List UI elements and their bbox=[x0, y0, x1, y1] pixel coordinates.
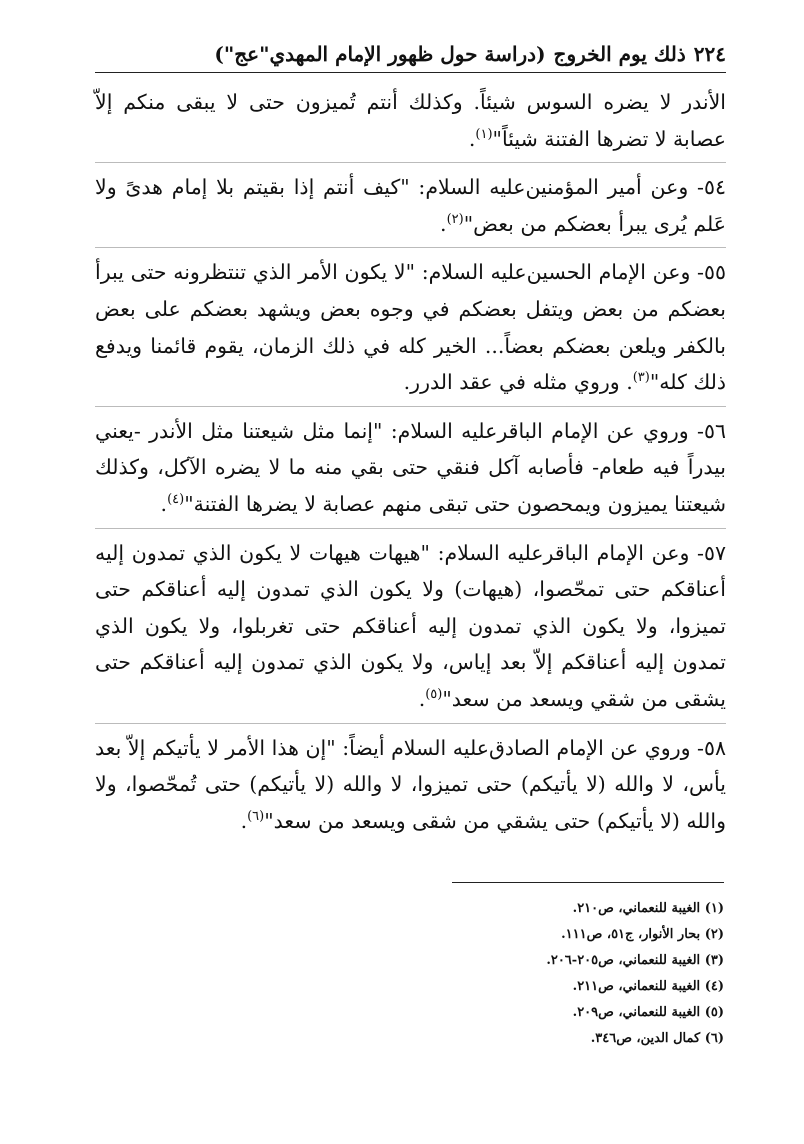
footnote: (٣) الغيبة للنعماني، ص٢٠٥-٢٠٦. bbox=[546, 953, 724, 968]
footnote-ref: (٤) bbox=[167, 492, 185, 508]
footnote: (٢) بحار الأنوار، ج٥١، ص١١١. bbox=[561, 927, 724, 942]
paragraph-divider bbox=[95, 723, 726, 724]
footnote: (٤) الغيبة للنعماني، ص٢١١. bbox=[572, 979, 724, 994]
footnote-ref: (٥) bbox=[425, 687, 443, 703]
page-number: ٢٢٤ bbox=[693, 42, 726, 66]
footnote-ref: (٣) bbox=[632, 370, 650, 386]
paragraph-divider bbox=[95, 247, 726, 248]
footnote-ref: (١) bbox=[475, 126, 493, 142]
paragraph: ٥٥- وعن الإمام الحسين‌عليه السلام: "لا يكون الأمر الذي تنتظرونه حتى يبرأ بعضكم من بعض ويتفل بعضكم في وجوه بعض ويشهد بعضكم على بعض بالكفر ويلعن بعضكم بعضاً... الخير كله في ذلك الزمان، يقوم قائمنا ويدفع ذلك كله"$^{(٣)}$. وروي مثله في عقد الدرر. bbox=[95, 260, 726, 395]
paragraph-divider bbox=[95, 162, 726, 163]
paragraph-divider bbox=[95, 528, 726, 529]
footnotes bbox=[424, 896, 724, 1052]
footnote-divider bbox=[452, 882, 724, 883]
footnote: (١) الغيبة للنعماني، ص٢١٠. bbox=[572, 901, 724, 916]
header-divider bbox=[95, 72, 726, 73]
book-title: (دراسة حول ظهور الإمام المهدي"عج") bbox=[214, 42, 546, 66]
footnote: (٥) الغيبة للنعماني، ص٢٠٩. bbox=[572, 1005, 724, 1020]
footnote: (٦) كمال الدين، ص٣٤٦. bbox=[590, 1031, 724, 1046]
body-text bbox=[95, 84, 726, 839]
footnote-ref: (٦) bbox=[247, 808, 265, 824]
footnote-ref: (٢) bbox=[446, 211, 464, 227]
running-head bbox=[95, 26, 726, 66]
chapter-title: ذلك يوم الخروج bbox=[553, 42, 686, 66]
paragraph: ٥٦- وروي عن الإمام الباقر‌عليه السلام: "إنما مثل شيعتنا مثل الأندر -يعني بيدراً فيه طعام- فأصابه آكل فنقي حتى بقي منه ما لا يضره الآكل، وكذلك شيعتنا يميزون ويمحصون حتى تبقى منهم عصابة لا يضرها الفتنة"$^{(٤)}$. bbox=[95, 418, 726, 516]
paragraph: الأندر لا يضره السوس شيئاً. وكذلك أنتم تُميزون حتى لا يبقى منكم إلاّ عصابة لا تضرها الفتنة شيئاً"$^{(١)}$. bbox=[95, 90, 726, 151]
paragraph-divider bbox=[95, 406, 726, 407]
paragraph: ٥٨- وروي عن الإمام الصادق‌عليه السلام أيضاً: "إن هذا الأمر لا يأتيكم إلاّ بعد يأس، لا والله (لا يأتيكم) حتى تميزوا، لا والله (لا يأتيكم) حتى تُمحّصوا، ولا والله (لا يأتيكم) حتى يشقي من شقى ويسعد من سعد"$^{(٦)}$. bbox=[95, 735, 726, 833]
paragraph: ٥٤- وعن أمير المؤمنين‌عليه السلام: "كيف أنتم إذا بقيتم بلا إمام هدىً ولا عَلم يُرى يبرأ بعضكم من بعض"$^{(٢)}$. bbox=[95, 175, 726, 236]
paragraph: ٥٧- وعن الإمام الباقر‌عليه السلام: "هيهات هيهات لا يكون الذي تمدون إليه أعناقكم حتى تمحّصوا، (هيهات) ولا يكون الذي تمدون إليه أعناقكم حتى تميزوا، ولا يكون الذي تمدون إليه أعناقكم حتى تغربلوا، ولا يكون الذي تمدون إليه أعناقكم إلاّ بعد إياس، ولا يكون الذي تمدون إليه أعناقكم حتى يشقى من شقي ويسعد من سعد"$^{(٥)}$. bbox=[95, 540, 726, 711]
